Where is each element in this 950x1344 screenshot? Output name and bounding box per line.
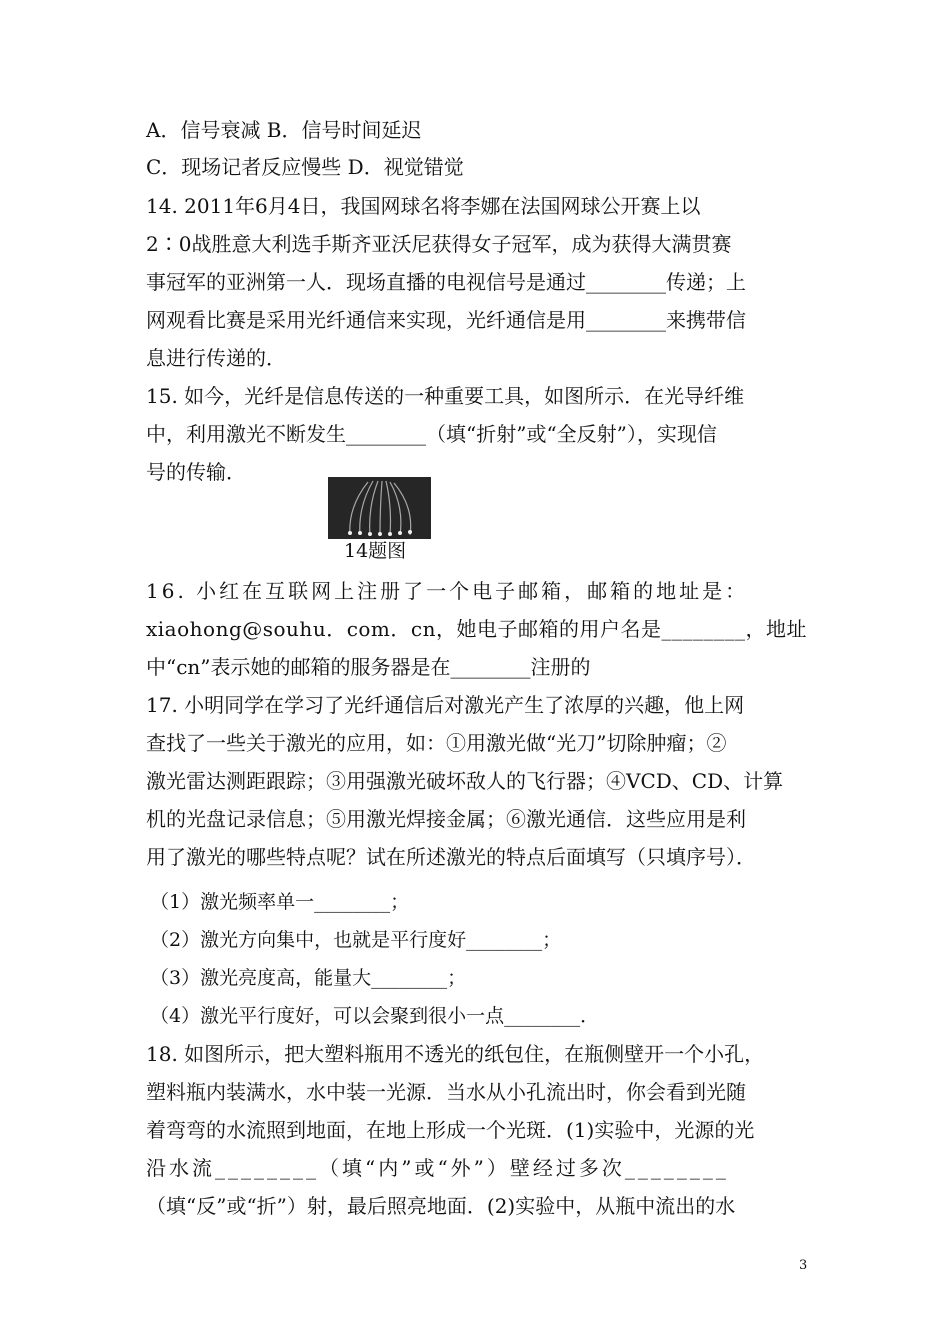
question-17-line-2: 查找了一些关于激光的应用，如：①用激光做“光刀”切除肿瘤；② xyxy=(146,731,727,755)
optical-fiber-photo xyxy=(328,477,431,539)
question-18-line-4: 沿水流________（填“内”或“外”）壁经过多次________ xyxy=(146,1156,729,1180)
question-17-line-3: 激光雷达测距跟踪；③用强激光破坏敌人的飞行器；④VCD、CD、计算 xyxy=(146,769,784,793)
question-17-item-1: （1）激光频率单一________； xyxy=(150,891,410,913)
question-18-line-5: （填“反”或“折”）射，最后照亮地面．(2)实验中，从瓶中流出的水 xyxy=(146,1194,736,1218)
question-14-line-2: 2∶0战胜意大利选手斯齐亚沃尼获得女子冠军，成为获得大满贯赛 xyxy=(146,232,732,256)
question-15-line-1: 15. 如今，光纤是信息传送的一种重要工具，如图所示．在光导纤维 xyxy=(146,384,745,408)
question-17-item-2: （2）激光方向集中，也就是平行度好________； xyxy=(150,929,562,951)
page-number: 3 xyxy=(799,1258,808,1273)
question-18-line-2: 塑料瓶内装满水，水中装一光源．当水从小孔流出时，你会看到光随 xyxy=(146,1080,746,1104)
figure-caption: 14题图 xyxy=(344,540,407,562)
option-line-c-d: C．现场记者反应慢些 D．视觉错觉 xyxy=(146,155,464,179)
question-18-line-3: 着弯弯的水流照到地面，在地上形成一个光斑．(1)实验中，光源的光 xyxy=(146,1118,755,1142)
question-16-line-2: xiaohong@souhu．com．cn，她电子邮箱的用户名是________，地址 xyxy=(146,617,807,641)
question-14-line-3: 事冠军的亚洲第一人．现场直播的电视信号是通过________传递；上 xyxy=(146,270,746,294)
question-16-line-1: 16. 小红在互联网上注册了一个电子邮箱，邮箱的地址是： xyxy=(146,579,749,603)
question-14-line-4: 网观看比赛是采用光纤通信来实现，光纤通信是用________来携带信 xyxy=(146,308,746,332)
question-17-line-4: 机的光盘记录信息；⑤用激光焊接金属；⑥激光通信．这些应用是利 xyxy=(146,807,746,831)
question-17-line-1: 17. 小明同学在学习了光纤通信后对激光产生了浓厚的兴趣，他上网 xyxy=(146,693,745,717)
question-15-line-3: 号的传输． xyxy=(146,460,246,484)
question-17-line-5: 用了激光的哪些特点呢？试在所述激光的特点后面填写（只填序号）． xyxy=(146,845,756,869)
option-line-a-b: A．信号衰减 B．信号时间延迟 xyxy=(146,118,422,142)
question-14-line-5: 息进行传递的． xyxy=(146,346,286,370)
question-17-item-4: （4）激光平行度好，可以会聚到很小一点________． xyxy=(150,1005,600,1027)
question-15-line-2: 中，利用激光不断发生________（填“折射”或“全反射”），实现信 xyxy=(146,422,717,446)
question-14-line-1: 14. 2011年6月4日，我国网球名将李娜在法国网球公开赛上以 xyxy=(146,194,701,218)
question-17-item-3: （3）激光亮度高，能量大________； xyxy=(150,967,467,989)
question-18-line-1: 18. 如图所示，把大塑料瓶用不透光的纸包住，在瓶侧壁开一个小孔， xyxy=(146,1042,765,1066)
question-16-line-3: 中“cn”表示她的邮箱的服务器是在________注册的 xyxy=(146,655,591,679)
